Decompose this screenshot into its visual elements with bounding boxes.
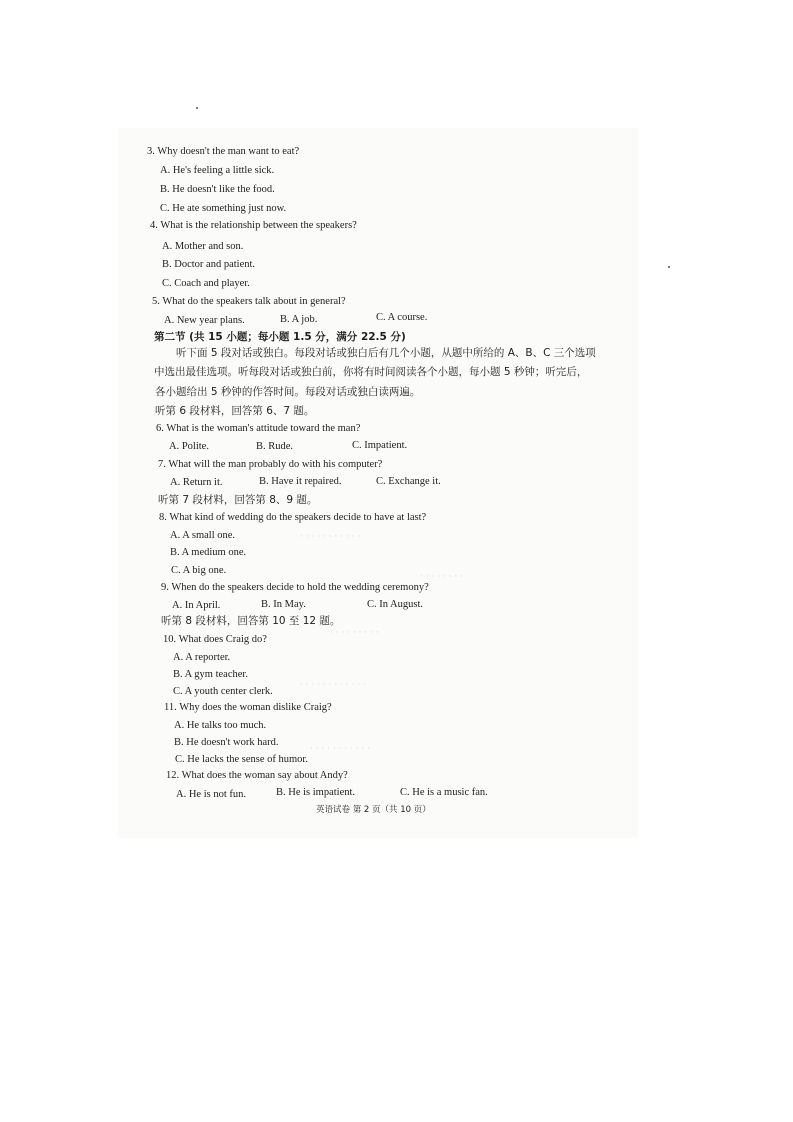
option-7b: B. Have it repaired.	[259, 476, 342, 487]
question-text: What is the relationship between the speakers?	[160, 220, 357, 231]
option-6b: B. Rude.	[256, 441, 294, 452]
option-10b: B. A gym teacher.	[173, 669, 248, 680]
question-number: 9.	[161, 582, 169, 593]
option-7a: A. Return it.	[170, 477, 223, 488]
option-10c: C. A youth center clerk.	[173, 686, 273, 697]
option-11b: B. He doesn't work hard.	[174, 737, 279, 748]
question-11	[164, 701, 332, 715]
option-3a: A. He's feeling a little sick.	[160, 165, 275, 176]
option-4b: B. Doctor and patient.	[162, 259, 256, 270]
option-9c: C. In August.	[367, 599, 424, 610]
option-9b: B. In May.	[261, 599, 306, 610]
question-4	[150, 219, 357, 233]
instructions-line-2: 中选出最佳选项。听每段对话或独白前，你将有时间阅读各个小题，每小题 5 秒钟；听完后，	[154, 366, 588, 378]
question-number: 8.	[159, 512, 167, 523]
instructions-line-3: 各小题给出 5 秒钟的作答时间。每段对话或独白读两遍。	[155, 386, 421, 398]
option-7c: C. Exchange it.	[376, 476, 441, 487]
instructions-line-1: 听下面 5 段对话或独白。每段对话或独白后有几个小题，从题中所给的 A、B、C 三个选项	[176, 347, 596, 359]
question-7	[158, 458, 382, 472]
option-8a: A. A small one.	[170, 530, 236, 541]
page-footer: 英语试卷 第 2 页（共 10 页）	[316, 805, 431, 815]
option-8b: B. A medium one.	[170, 547, 247, 558]
question-text: What does the woman say about Andy?	[181, 770, 348, 781]
question-text: What is the woman's attitude toward the man?	[166, 423, 361, 434]
option-3b: B. He doesn't like the food.	[160, 184, 275, 195]
group-label-6: 听第 6 段材料，回答第 6、7 题。	[155, 405, 315, 417]
option-5b: B. A job.	[280, 314, 318, 325]
option-3c: C. He ate something just now.	[160, 203, 287, 214]
question-text: What do the speakers talk about in general?	[162, 296, 346, 307]
question-number: 12.	[166, 770, 180, 781]
option-5a: A. New year plans.	[164, 315, 245, 326]
option-12b: B. He is impatient.	[276, 787, 356, 798]
question-number: 5.	[152, 296, 160, 307]
option-6c: C. Impatient.	[352, 440, 408, 451]
question-number: 10.	[163, 634, 177, 645]
option-4a: A. Mother and son.	[162, 241, 244, 252]
option-11c: C. He lacks the sense of humor.	[175, 754, 308, 765]
option-5c: C. A course.	[376, 312, 428, 323]
question-8	[159, 511, 426, 525]
question-number: 3.	[147, 146, 155, 157]
question-10	[163, 633, 267, 647]
question-text: Why does the woman dislike Craig?	[179, 702, 332, 713]
question-text: What kind of wedding do the speakers decide to have at last?	[169, 512, 427, 523]
question-text: When do the speakers decide to hold the wedding ceremony?	[171, 582, 429, 593]
option-10a: A. A reporter.	[173, 652, 231, 663]
section-heading: 第二节 (共 15 小题；每小题 1.5 分，满分 22.5 分)	[154, 331, 406, 343]
question-12	[166, 769, 348, 783]
bleed-through-mark: · · · · · · · ·	[420, 572, 463, 582]
option-4c: C. Coach and player.	[162, 278, 250, 289]
question-number: 6.	[156, 423, 164, 434]
bleed-through-mark: · · · · · · · · · · ·	[310, 744, 371, 754]
bleed-through-mark: · · · · · · · · ·	[330, 628, 379, 638]
question-text: Why doesn't the man want to eat?	[157, 146, 300, 157]
option-12a: A. He is not fun.	[176, 789, 246, 800]
option-6a: A. Polite.	[169, 441, 209, 452]
option-11a: A. He talks too much.	[174, 720, 267, 731]
bleed-through-mark: · · · · · · · · · · · ·	[300, 680, 366, 690]
question-9	[161, 581, 429, 595]
bleed-through-mark: · · · · · · · · · · ·	[300, 532, 361, 542]
option-8c: C. A big one.	[171, 565, 227, 576]
question-number: 4.	[150, 220, 158, 231]
option-12c: C. He is a music fan.	[400, 787, 488, 798]
question-5	[152, 295, 346, 309]
group-label-7: 听第 7 段材料，回答第 8、9 题。	[158, 494, 318, 506]
question-number: 7.	[158, 459, 166, 470]
question-3	[147, 145, 299, 159]
question-text: What will the man probably do with his computer?	[168, 459, 383, 470]
question-6	[156, 422, 360, 436]
question-number: 11.	[164, 702, 177, 713]
question-text: What does Craig do?	[178, 634, 267, 645]
scan-speck	[196, 107, 198, 109]
scan-speck	[668, 266, 670, 268]
group-label-8: 听第 8 段材料，回答第 10 至 12 题。	[161, 615, 341, 627]
option-9a: A. In April.	[172, 600, 221, 611]
